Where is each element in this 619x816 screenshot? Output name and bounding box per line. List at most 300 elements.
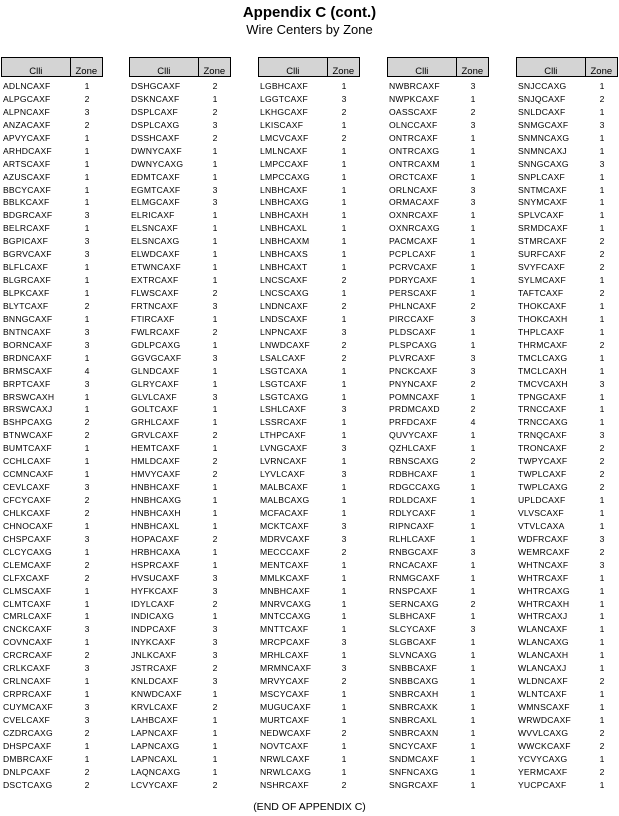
zone-value: 3 — [84, 236, 90, 247]
clli-code: TMCLCAXG — [518, 352, 568, 363]
table-row — [516, 572, 618, 585]
clli-code: SNMNCAXJ — [518, 145, 567, 156]
clli-code: EXTRCAXF — [131, 275, 179, 286]
clli-code: GRHLCAXF — [131, 417, 180, 428]
zone-value: 1 — [599, 507, 605, 518]
clli-code: DSPLCAXG — [131, 119, 180, 130]
table-row — [387, 313, 489, 326]
table-row — [1, 378, 103, 391]
zone-value: 1 — [84, 676, 90, 687]
table-row — [129, 753, 231, 766]
zone-value: 1 — [599, 106, 605, 117]
table-row — [516, 196, 618, 209]
clli-code: ADLNCAXF — [3, 81, 51, 91]
table-row — [516, 300, 618, 313]
clli-code: SLVNCAXG — [389, 650, 437, 661]
table-row — [258, 675, 360, 688]
wire-center-column-1 — [1, 57, 103, 792]
clli-code: LNDNCAXF — [260, 300, 308, 311]
clli-code: MCFACAXF — [260, 507, 309, 518]
clli-code: BUMTCAXF — [3, 443, 52, 454]
clli-code: HNBHCAXL — [131, 520, 180, 531]
clli-code: IDYLCAXF — [131, 598, 175, 609]
page-subtitle: Wire Centers by Zone — [246, 22, 373, 37]
table-row — [1, 662, 103, 675]
table-row — [129, 636, 231, 649]
table-row — [387, 649, 489, 662]
end-of-appendix: (END OF APPENDIX C) — [253, 801, 366, 813]
clli-code: RIPNCAXF — [389, 520, 435, 531]
clli-code: PHLNCAXF — [389, 300, 437, 311]
clli-code: STMRCAXF — [518, 236, 567, 247]
table-row — [516, 455, 618, 468]
table-row — [1, 455, 103, 468]
zone-value: 1 — [341, 702, 347, 712]
clli-code: LNCSCAXG — [260, 288, 309, 298]
clli-code: CLFXCAXF — [3, 572, 50, 583]
table-row — [129, 274, 231, 287]
clli-code: HEMTCAXF — [131, 443, 180, 454]
table-row — [1, 106, 103, 119]
zone-value: 1 — [470, 533, 476, 544]
wire-center-column-5 — [516, 57, 618, 792]
clli-code: TRONCAXF — [518, 443, 567, 454]
clli-code: LGBHCAXF — [260, 81, 308, 91]
table-row — [1, 572, 103, 585]
table-row — [387, 261, 489, 274]
clli-code: CLEMCAXF — [3, 559, 52, 570]
zone-header: Zone — [75, 66, 98, 77]
table-row — [387, 662, 489, 675]
table-row — [258, 572, 360, 585]
clli-code: TRNCCAXF — [518, 404, 567, 415]
clli-code: DSKNCAXF — [131, 93, 180, 104]
table-row — [387, 753, 489, 766]
zone-value: 2 — [470, 456, 476, 467]
zone-value: 3 — [212, 676, 218, 687]
table-row — [516, 209, 618, 222]
clli-code: LNCSCAXF — [260, 275, 308, 286]
zone-value: 1 — [212, 249, 218, 260]
table-row — [387, 494, 489, 507]
table-row — [129, 209, 231, 222]
table-row — [258, 610, 360, 623]
zone-value: 1 — [470, 779, 476, 790]
clli-code: RBNSCAXG — [389, 456, 439, 467]
zone-value: 3 — [341, 326, 347, 337]
zone-value: 2 — [599, 546, 605, 557]
zone-value: 3 — [84, 663, 90, 674]
clli-code: LMPCCAXF — [260, 158, 309, 169]
zone-value: 1 — [84, 456, 90, 467]
zone-value: 1 — [470, 559, 476, 570]
zone-value: 1 — [212, 93, 218, 104]
table-row — [258, 365, 360, 378]
table-row — [387, 559, 489, 572]
table-row — [387, 598, 489, 611]
clli-code: ARTSCAXF — [3, 158, 51, 169]
clli-code: JNLKCAXF — [131, 650, 177, 661]
zone-value: 2 — [212, 132, 218, 143]
table-row — [516, 714, 618, 727]
zone-value: 1 — [470, 275, 476, 286]
table-row — [387, 222, 489, 235]
table-row — [1, 184, 103, 197]
zone-value: 1 — [599, 753, 605, 764]
table-row — [1, 623, 103, 636]
zone-value: 1 — [470, 766, 476, 777]
table-row — [129, 287, 231, 300]
zone-value: 1 — [599, 714, 605, 725]
clli-code: MALBCAXF — [260, 482, 308, 493]
clli-code: TWPYCAXF — [518, 456, 568, 467]
clli-code: LSGTCAXA — [260, 365, 308, 376]
clli-code: DSPLCAXF — [131, 106, 178, 117]
table-row — [1, 235, 103, 248]
zone-value: 1 — [84, 81, 90, 91]
table-row — [1, 416, 103, 429]
table-row — [258, 196, 360, 209]
clli-code: SNBRCAXL — [389, 714, 437, 725]
zone-value: 1 — [599, 352, 605, 363]
zone-value: 2 — [84, 650, 90, 661]
clli-code: OXNRCAXG — [389, 223, 440, 234]
zone-value: 1 — [212, 339, 218, 350]
clli-code: ELRICAXF — [131, 210, 175, 221]
table-row — [129, 675, 231, 688]
table-row — [129, 507, 231, 520]
zone-value: 1 — [599, 326, 605, 337]
clli-code: ELWDCAXF — [131, 249, 180, 260]
clli-code: LVRNCAXF — [260, 456, 307, 467]
table-row — [387, 378, 489, 391]
table-row — [129, 119, 231, 132]
zone-value: 3 — [212, 624, 218, 635]
wire-center-column-3 — [258, 57, 360, 792]
table-row — [516, 80, 618, 93]
table-row — [129, 572, 231, 585]
table-row — [129, 326, 231, 339]
clli-code: MUGUCAXF — [260, 702, 311, 712]
clli-code: BTNWCAXF — [3, 430, 53, 441]
clli-code: LSGTCAXF — [260, 378, 307, 389]
zone-value: 2 — [84, 119, 90, 130]
zone-value: 1 — [599, 300, 605, 311]
clli-code: BRPTCAXF — [3, 378, 51, 389]
zone-value: 3 — [84, 106, 90, 117]
clli-code: PCRVCAXF — [389, 262, 438, 273]
table-row — [516, 546, 618, 559]
table-row — [258, 429, 360, 442]
clli-code: FLWSCAXF — [131, 288, 179, 298]
table-row — [1, 649, 103, 662]
table-row — [387, 636, 489, 649]
clli-code: PIRCCAXF — [389, 313, 435, 324]
clli-code: YERMCAXF — [518, 766, 568, 777]
clli-code: QZHLCAXF — [389, 443, 437, 454]
clli-code: LAHBCAXF — [131, 714, 178, 725]
clli-code: MDRVCAXF — [260, 533, 310, 544]
zone-value: 3 — [341, 93, 347, 104]
clli-code: ELMGCAXF — [131, 197, 180, 208]
clli-header: Clli — [259, 58, 328, 76]
clli-code: BDGRCAXF — [3, 210, 53, 221]
table-row — [258, 727, 360, 740]
zone-value: 2 — [84, 300, 90, 311]
zone-value: 1 — [84, 288, 90, 298]
table-row — [1, 507, 103, 520]
table-row — [258, 507, 360, 520]
zone-value: 1 — [84, 171, 90, 182]
table-row — [1, 585, 103, 598]
zone-value: 1 — [470, 482, 476, 493]
clli-code: MNTCCAXG — [260, 611, 311, 622]
table-row — [129, 106, 231, 119]
clli-code: WLANCAXG — [518, 637, 569, 648]
zone-value: 3 — [212, 184, 218, 195]
clli-code: PACMCAXF — [389, 236, 438, 247]
zone-value: 1 — [470, 158, 476, 169]
zone-value: 3 — [341, 533, 347, 544]
clli-code: WWCKCAXF — [518, 740, 571, 751]
table-row — [516, 740, 618, 753]
table-row — [387, 714, 489, 727]
table-row — [1, 274, 103, 287]
table-row — [258, 559, 360, 572]
table-row — [1, 352, 103, 365]
clli-code: CEVLCAXF — [3, 482, 50, 493]
zone-value: 1 — [599, 313, 605, 324]
table-row — [516, 352, 618, 365]
zone-value: 3 — [470, 197, 476, 208]
clli-code: ALPNCAXF — [3, 106, 50, 117]
table-row — [1, 520, 103, 533]
zone-value: 1 — [212, 313, 218, 324]
clli-code: ONTRCAXG — [389, 145, 440, 156]
table-row — [258, 93, 360, 106]
table-row — [516, 145, 618, 158]
zone-value: 1 — [341, 171, 347, 182]
zone-value: 1 — [599, 650, 605, 661]
table-row — [258, 598, 360, 611]
table-row — [258, 222, 360, 235]
zone-value: 1 — [212, 740, 218, 751]
zone-value: 1 — [470, 740, 476, 751]
clli-code: FWLRCAXF — [131, 326, 180, 337]
clli-code: TRNQCAXF — [518, 430, 567, 441]
clli-code: SNMNCAXG — [518, 132, 570, 143]
table-row — [129, 779, 231, 792]
zone-value: 3 — [341, 404, 347, 415]
zone-value: 1 — [341, 81, 347, 91]
zone-value: 2 — [84, 559, 90, 570]
zone-value: 1 — [599, 197, 605, 208]
zone-value: 1 — [84, 598, 90, 609]
zone-value: 1 — [212, 766, 218, 777]
clli-code: LSALCAXF — [260, 352, 306, 363]
table-row — [516, 649, 618, 662]
clli-code: APVYCAXF — [3, 132, 51, 143]
table-row — [1, 93, 103, 106]
clli-code: CHSPCAXF — [3, 533, 52, 544]
zone-value: 1 — [470, 611, 476, 622]
clli-code: NRWLCAXF — [260, 753, 310, 764]
table-row — [258, 481, 360, 494]
clli-code: SNBBCAXF — [389, 663, 437, 674]
clli-code: BRMSCAXF — [3, 365, 53, 376]
zone-value: 1 — [341, 766, 347, 777]
zone-value: 2 — [599, 339, 605, 350]
table-row — [516, 416, 618, 429]
zone-value: 1 — [341, 391, 347, 402]
table-row — [129, 378, 231, 391]
table-row — [129, 714, 231, 727]
table-row — [258, 623, 360, 636]
zone-value: 1 — [470, 339, 476, 350]
table-row — [1, 559, 103, 572]
zone-value: 1 — [599, 495, 605, 505]
zone-value: 1 — [599, 81, 605, 91]
zone-value: 1 — [84, 753, 90, 764]
clli-code: SLBHCAXF — [389, 611, 436, 622]
table-row — [387, 326, 489, 339]
table-row — [516, 119, 618, 132]
table-row — [387, 416, 489, 429]
zone-value: 3 — [212, 391, 218, 402]
clli-code: INYKCAXF — [131, 637, 176, 648]
table-row — [1, 442, 103, 455]
zone-value: 2 — [84, 430, 90, 441]
zone-value: 1 — [84, 469, 90, 480]
clli-code: WHTRCAXF — [518, 572, 569, 583]
clli-code: VLVSCAXF — [518, 507, 564, 518]
table-row — [387, 274, 489, 287]
table-row — [129, 171, 231, 184]
zone-value: 1 — [341, 119, 347, 130]
clli-code: THOKCAXF — [518, 300, 567, 311]
zone-value: 1 — [84, 585, 90, 596]
zone-value: 1 — [212, 145, 218, 156]
table-row — [516, 727, 618, 740]
zone-value: 1 — [599, 702, 605, 712]
zone-value: 1 — [84, 611, 90, 622]
clli-code: PRFDCAXF — [389, 417, 437, 428]
clli-code: MALBCAXG — [260, 495, 310, 505]
clli-code: KNLDCAXF — [131, 676, 179, 687]
table-row — [258, 391, 360, 404]
zone-value: 1 — [84, 223, 90, 234]
wire-center-column-4 — [387, 57, 489, 792]
table-row — [258, 248, 360, 261]
clli-code: LNBHCAXG — [260, 197, 309, 208]
table-row — [258, 261, 360, 274]
zone-value: 3 — [212, 585, 218, 596]
clli-code: PDRYCAXF — [389, 275, 438, 286]
clli-code: CRLKCAXF — [3, 663, 51, 674]
clli-code: ELSNCAXG — [131, 236, 180, 247]
table-row — [516, 675, 618, 688]
clli-code: DNLPCAXF — [3, 766, 51, 777]
clli-code: WHTRCAXG — [518, 585, 570, 596]
clli-code: HMLDCAXF — [131, 456, 180, 467]
clli-code: LNBHCAXM — [260, 236, 310, 247]
zone-value: 2 — [212, 326, 218, 337]
clli-code: NWBRCAXF — [389, 81, 440, 91]
table-row — [129, 598, 231, 611]
table-row — [387, 300, 489, 313]
table-row — [1, 403, 103, 416]
zone-value: 1 — [341, 456, 347, 467]
clli-code: BBLKCAXF — [3, 197, 50, 208]
zone-value: 2 — [599, 766, 605, 777]
clli-header: Clli — [388, 58, 457, 76]
zone-value: 1 — [84, 352, 90, 363]
zone-value: 2 — [341, 676, 347, 687]
clli-code: COVNCAXF — [3, 637, 53, 648]
table-row — [129, 701, 231, 714]
clli-code: SNBRCAXK — [389, 702, 438, 712]
clli-code: POMNCAXF — [389, 391, 440, 402]
clli-code: PCPLCAXF — [389, 249, 436, 260]
zone-value: 1 — [470, 753, 476, 764]
zone-value: 1 — [470, 689, 476, 700]
zone-value: 3 — [341, 469, 347, 480]
clli-code: BLFLCAXF — [3, 262, 49, 273]
table-row — [129, 610, 231, 623]
table-row — [1, 391, 103, 404]
zone-value: 2 — [84, 417, 90, 428]
table-row — [258, 662, 360, 675]
clli-code: TWPLCAXG — [518, 482, 568, 493]
table-row — [1, 675, 103, 688]
zone-value: 1 — [341, 611, 347, 622]
zone-value: 2 — [212, 81, 218, 91]
clli-code: SNJQCAXF — [518, 93, 566, 104]
table-row — [258, 416, 360, 429]
zone-value: 2 — [341, 352, 347, 363]
table-row — [129, 132, 231, 145]
clli-code: RNMGCAXF — [389, 572, 440, 583]
clli-code: PLDSCAXF — [389, 326, 436, 337]
table-row — [516, 261, 618, 274]
table-row — [387, 520, 489, 533]
zone-value: 2 — [599, 482, 605, 493]
zone-value: 3 — [84, 326, 90, 337]
table-row — [1, 494, 103, 507]
clli-code: WLDNCAXF — [518, 676, 568, 687]
table-row — [1, 753, 103, 766]
clli-code: QUVYCAXF — [389, 430, 438, 441]
clli-code: ANZACAXF — [3, 119, 51, 130]
clli-code: BRSWCAXJ — [3, 404, 53, 415]
zone-value: 1 — [212, 482, 218, 493]
clli-code: THPLCAXF — [518, 326, 565, 337]
zone-value: 1 — [84, 145, 90, 156]
zone-value: 2 — [84, 495, 90, 505]
zone-value: 1 — [341, 249, 347, 260]
zone-header: Zone — [461, 66, 484, 77]
clli-code: GLVLCAXF — [131, 391, 177, 402]
clli-code: MURTCAXF — [260, 714, 310, 725]
table-row — [258, 106, 360, 119]
table-row — [1, 132, 103, 145]
clli-code: LAQNCAXG — [131, 766, 181, 777]
zone-value: 1 — [599, 637, 605, 648]
table-row — [258, 209, 360, 222]
table-row — [387, 429, 489, 442]
zone-value: 3 — [212, 650, 218, 661]
clli-code: MNTTCAXF — [260, 624, 309, 635]
